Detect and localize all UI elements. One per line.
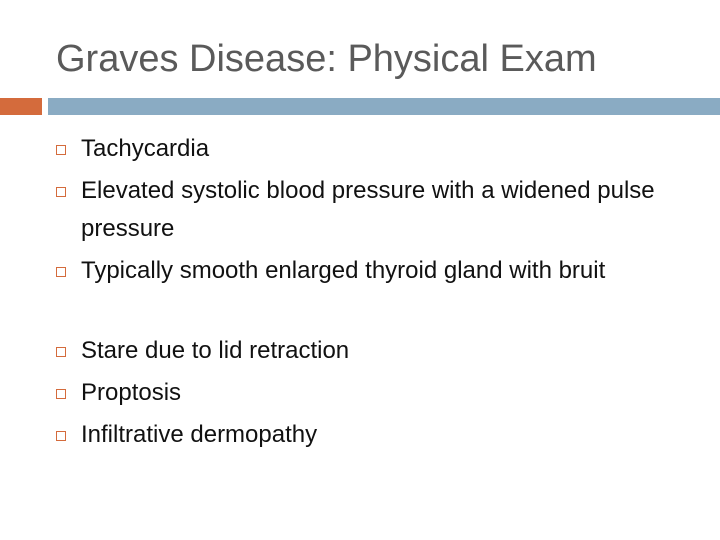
bullet-list <box>56 130 676 458</box>
square-bullet-icon <box>56 267 66 277</box>
bullet-text: Infiltrative dermopathy <box>81 421 318 448</box>
bullet-item <box>56 332 676 374</box>
bullet-text: Elevated systolic blood pressure with a widened pulse pressure <box>81 177 655 242</box>
bullet-text: Proptosis <box>81 379 182 406</box>
title-accent-blue-bar <box>48 98 720 115</box>
bullet-item <box>56 374 676 416</box>
bullet-item <box>56 252 676 332</box>
slide-title: Graves Disease: Physical Exam <box>56 38 597 80</box>
square-bullet-icon <box>56 389 66 399</box>
bullet-text: Typically smooth enlarged thyroid gland with bruit <box>81 257 606 284</box>
square-bullet-icon <box>56 187 66 197</box>
bullet-text: Stare due to lid retraction <box>81 337 350 364</box>
square-bullet-icon <box>56 145 66 155</box>
bullet-item <box>56 416 676 458</box>
bullet-item <box>56 130 676 172</box>
square-bullet-icon <box>56 347 66 357</box>
bullet-text: Tachycardia <box>81 135 210 162</box>
square-bullet-icon <box>56 431 66 441</box>
title-accent-orange-bar <box>0 98 42 115</box>
bullet-item <box>56 172 676 252</box>
